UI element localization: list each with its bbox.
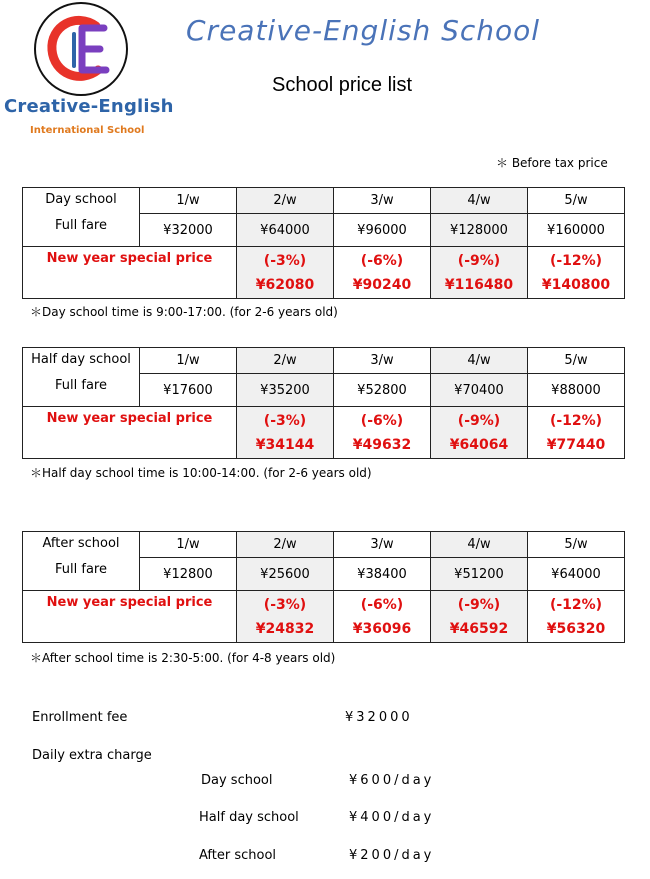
special-price-cell <box>334 591 431 643</box>
table-note-after-school: ＊After school time is 2:30-5:00. (for 4-8 years old) <box>30 651 336 665</box>
logo-name: Creative-English <box>4 96 174 117</box>
discount-percent: (-3%) <box>263 252 307 269</box>
column-header: 3/w <box>334 188 431 214</box>
special-price-cell <box>431 407 528 459</box>
special-price-cell <box>431 247 528 299</box>
full-fare-price: ¥17600 <box>140 374 237 407</box>
school-logo <box>34 2 128 96</box>
full-fare-price: ¥70400 <box>431 374 528 407</box>
table-note-day-school: ＊Day school time is 9:00-17:00. (for 2-6 years old) <box>30 305 338 319</box>
price-table-half-day-school <box>22 347 625 459</box>
discount-percent: (-3%) <box>263 412 307 429</box>
column-header: 2/w <box>237 188 334 214</box>
full-fare-label: Full fare <box>55 562 107 577</box>
full-fare-price: ¥51200 <box>431 558 528 591</box>
discount-percent: (-6%) <box>360 412 404 429</box>
daily-charge-half-day-value: ¥400/day <box>349 810 435 825</box>
table-note-half-day-school: ＊Half day school time is 10:00-14:00. (for 2-6 years old) <box>30 466 372 480</box>
school-name-heading: Creative-English School <box>186 14 541 47</box>
full-fare-price: ¥32000 <box>140 214 237 247</box>
special-price-cell <box>237 247 334 299</box>
special-price-cell <box>528 591 625 643</box>
discount-percent: (-9%) <box>457 252 501 269</box>
discount-percent: (-12%) <box>549 252 603 269</box>
full-fare-label: Full fare <box>55 218 107 233</box>
discount-percent: (-9%) <box>457 412 501 429</box>
table-label-cell <box>23 348 140 407</box>
special-price-cell <box>237 407 334 459</box>
discount-percent: (-12%) <box>549 596 603 613</box>
special-price-cell <box>528 247 625 299</box>
special-price: ¥62080 <box>255 276 315 293</box>
logo-subtitle: International School <box>30 125 145 136</box>
page-title: School price list <box>272 74 413 96</box>
column-header: 4/w <box>431 188 528 214</box>
full-fare-price: ¥96000 <box>334 214 431 247</box>
special-price: ¥56320 <box>546 620 606 637</box>
special-price: ¥34144 <box>255 436 315 453</box>
full-fare-price: ¥64000 <box>528 558 625 591</box>
daily-extra-charge-label: Daily extra charge <box>32 748 152 763</box>
column-header: 2/w <box>237 348 334 374</box>
discount-percent: (-3%) <box>263 596 307 613</box>
column-header: 3/w <box>334 348 431 374</box>
table-label-cell <box>23 188 140 247</box>
full-fare-price: ¥12800 <box>140 558 237 591</box>
daily-charge-day-school-label: Day school <box>201 773 273 788</box>
special-price: ¥140800 <box>541 276 611 293</box>
column-header: 5/w <box>528 532 625 558</box>
full-fare-label: Full fare <box>55 378 107 393</box>
special-price: ¥24832 <box>255 620 315 637</box>
column-header: 5/w <box>528 348 625 374</box>
special-price-label: New year special price <box>23 247 237 299</box>
column-header: 4/w <box>431 532 528 558</box>
table-school-type: Day school <box>45 192 117 207</box>
daily-charge-after-school-label: After school <box>199 848 277 863</box>
table-school-type: After school <box>42 536 120 551</box>
column-header: 1/w <box>140 188 237 214</box>
table-label-cell <box>23 532 140 591</box>
full-fare-price: ¥25600 <box>237 558 334 591</box>
special-price: ¥36096 <box>352 620 412 637</box>
full-fare-price: ¥160000 <box>528 214 625 247</box>
price-table-day-school <box>22 187 625 299</box>
enrollment-fee-value: ¥32000 <box>345 710 413 725</box>
special-price: ¥116480 <box>444 276 514 293</box>
daily-charge-half-day-label: Half day school <box>199 810 299 825</box>
special-price: ¥46592 <box>449 620 509 637</box>
table-school-type: Half day school <box>31 352 131 367</box>
full-fare-price: ¥52800 <box>334 374 431 407</box>
discount-percent: (-12%) <box>549 412 603 429</box>
full-fare-price: ¥38400 <box>334 558 431 591</box>
ce-logo-icon <box>36 4 128 96</box>
full-fare-price: ¥88000 <box>528 374 625 407</box>
column-header: 1/w <box>140 532 237 558</box>
special-price-cell <box>528 407 625 459</box>
daily-charge-after-school-value: ¥200/day <box>349 848 435 863</box>
special-price: ¥90240 <box>352 276 412 293</box>
special-price: ¥49632 <box>352 436 412 453</box>
column-header: 2/w <box>237 532 334 558</box>
special-price-cell <box>334 247 431 299</box>
column-header: 1/w <box>140 348 237 374</box>
enrollment-fee-label: Enrollment fee <box>32 710 128 725</box>
full-fare-price: ¥64000 <box>237 214 334 247</box>
special-price-label: New year special price <box>23 591 237 643</box>
special-price-label: New year special price <box>23 407 237 459</box>
column-header: 3/w <box>334 532 431 558</box>
daily-charge-day-school-value: ¥600/day <box>349 773 435 788</box>
tax-note: ＊ Before tax price <box>496 156 608 170</box>
special-price-cell <box>237 591 334 643</box>
special-price-cell <box>334 407 431 459</box>
special-price-cell <box>431 591 528 643</box>
column-header: 4/w <box>431 348 528 374</box>
special-price: ¥77440 <box>546 436 606 453</box>
column-header: 5/w <box>528 188 625 214</box>
full-fare-price: ¥35200 <box>237 374 334 407</box>
special-price: ¥64064 <box>449 436 509 453</box>
full-fare-price: ¥128000 <box>431 214 528 247</box>
discount-percent: (-6%) <box>360 252 404 269</box>
discount-percent: (-6%) <box>360 596 404 613</box>
price-table-after-school <box>22 531 625 643</box>
discount-percent: (-9%) <box>457 596 501 613</box>
